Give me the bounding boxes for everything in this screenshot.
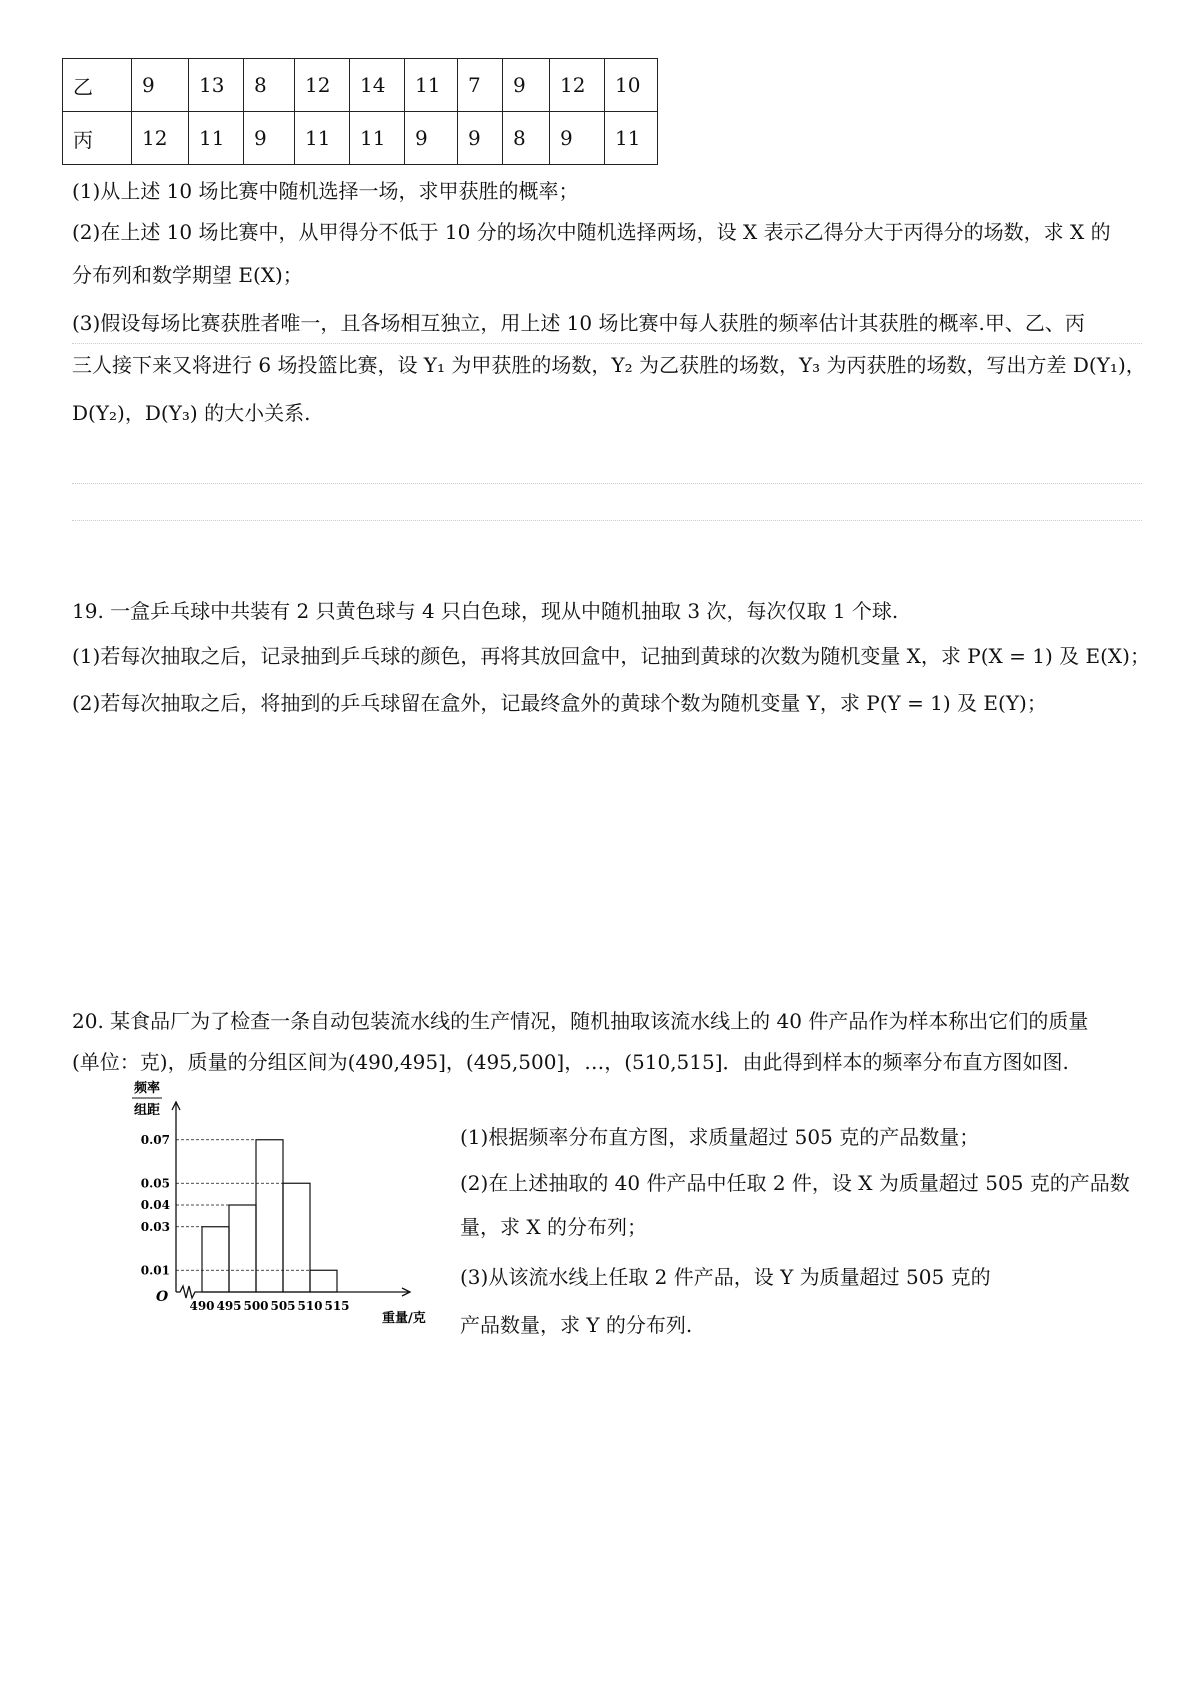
q20-part1: (1)根据频率分布直方图，求质量超过 505 克的产品数量； <box>460 1125 980 1149</box>
guide-line <box>72 520 1142 521</box>
score-cell: 9 <box>244 112 295 165</box>
q18-part1: (1)从上述 10 场比赛中随机选择一场，求甲获胜的概率； <box>72 179 579 203</box>
y-tick-label: 0.04 <box>140 1198 170 1212</box>
table-row <box>63 112 658 165</box>
q18-part2-line1: (2)在上述 10 场比赛中，从甲得分不低于 10 分的场次中随机选择两场，设 X 表示乙得分大于丙得分的场数，求 X 的 <box>72 220 1111 244</box>
y-axis-label-top: 频率 <box>134 1081 161 1096</box>
x-axis-label: 重量/克 <box>382 1311 426 1326</box>
score-cell: 8 <box>503 112 550 165</box>
y-axis-label-bottom: 组距 <box>134 1103 161 1118</box>
score-cell: 11 <box>605 112 658 165</box>
player-name-cell: 丙 <box>63 112 132 165</box>
q18-part2-line2: 分布列和数学期望 E(X)； <box>72 263 303 287</box>
score-cell: 9 <box>405 112 458 165</box>
guide-line <box>72 343 1142 344</box>
q18-part3-line1: (3)假设每场比赛获胜者唯一，且各场相互独立，用上述 10 场比赛中每人获胜的频率估计其获胜的概率.甲、乙、丙 <box>72 311 1085 335</box>
y-tick-label: 0.07 <box>140 1132 170 1147</box>
q20-part3-line2: 产品数量，求 Y 的分布列. <box>460 1313 693 1337</box>
score-cell: 11 <box>405 59 458 112</box>
score-cell: 12 <box>295 59 350 112</box>
y-tick-label: 0.01 <box>140 1263 170 1278</box>
score-cell: 12 <box>132 112 189 165</box>
histogram-bar <box>283 1183 310 1292</box>
x-tick-label: 495 <box>216 1299 242 1313</box>
guide-line <box>72 483 1142 484</box>
score-cell: 14 <box>350 59 405 112</box>
score-cell: 8 <box>244 59 295 112</box>
q20-stem-line2: (单位：克)，质量的分组区间为(490,495]，(495,500]，…，(510,515]．由此得到样本的频率分布直方图如图. <box>72 1050 1069 1074</box>
score-cell: 9 <box>503 59 550 112</box>
y-tick-label: 0.03 <box>140 1219 170 1234</box>
score-cell: 9 <box>550 112 605 165</box>
histogram-bar <box>310 1270 337 1292</box>
score-cell: 9 <box>132 59 189 112</box>
y-tick-label: 0.05 <box>140 1176 170 1191</box>
q19-part1: (1)若每次抽取之后，记录抽到乒乓球的颜色，再将其放回盒中，记抽到黄球的次数为随机变量 X，求 P(X = 1) 及 E(X)； <box>72 644 1150 668</box>
score-table <box>62 58 658 165</box>
player-name-cell: 乙 <box>63 59 132 112</box>
score-cell: 12 <box>550 59 605 112</box>
histogram-bar <box>202 1227 229 1292</box>
score-cell: 10 <box>605 59 658 112</box>
x-tick-label: 490 <box>189 1299 215 1313</box>
q20-part3-line1: (3)从该流水线上任取 2 件产品，设 Y 为质量超过 505 克的 <box>460 1265 991 1289</box>
q18-part3-line3: D(Y₂)，D(Y₃) 的大小关系. <box>72 401 311 425</box>
score-cell: 7 <box>458 59 503 112</box>
frequency-histogram <box>120 1078 450 1338</box>
histogram-bar <box>256 1140 283 1292</box>
q19-stem: 19. 一盒乒乓球中共装有 2 只黄色球与 4 只白色球，现从中随机抽取 3 次，每次仅取 1 个球. <box>72 599 899 623</box>
q20-part2-line1: (2)在上述抽取的 40 件产品中任取 2 件，设 X 为质量超过 505 克的产品数 <box>460 1171 1130 1195</box>
q19-part2: (2)若每次抽取之后，将抽到的乒乓球留在盒外，记最终盒外的黄球个数为随机变量 Y，求 P(Y = 1) 及 E(Y)； <box>72 691 1047 715</box>
origin-label: O <box>156 1289 169 1305</box>
table-row <box>63 59 658 112</box>
q18-part3-line2: 三人接下来又将进行 6 场投篮比赛，设 Y₁ 为甲获胜的场数，Y₂ 为乙获胜的场数，Y₃ 为丙获胜的场数，写出方差 D(Y₁)， <box>72 353 1146 377</box>
score-cell: 9 <box>458 112 503 165</box>
score-cell: 11 <box>189 112 244 165</box>
x-tick-label: 515 <box>324 1299 350 1313</box>
q20-part2-line2: 量，求 X 的分布列； <box>460 1215 647 1239</box>
x-tick-label: 505 <box>270 1299 296 1313</box>
histogram-bar <box>229 1205 256 1292</box>
score-cell: 11 <box>295 112 350 165</box>
x-tick-label: 500 <box>243 1299 269 1313</box>
q20-stem-line1: 20. 某食品厂为了检查一条自动包装流水线的生产情况，随机抽取该流水线上的 40 件产品作为样本称出它们的质量 <box>72 1009 1089 1033</box>
score-cell: 11 <box>350 112 405 165</box>
score-cell: 13 <box>189 59 244 112</box>
x-tick-label: 510 <box>297 1299 323 1313</box>
